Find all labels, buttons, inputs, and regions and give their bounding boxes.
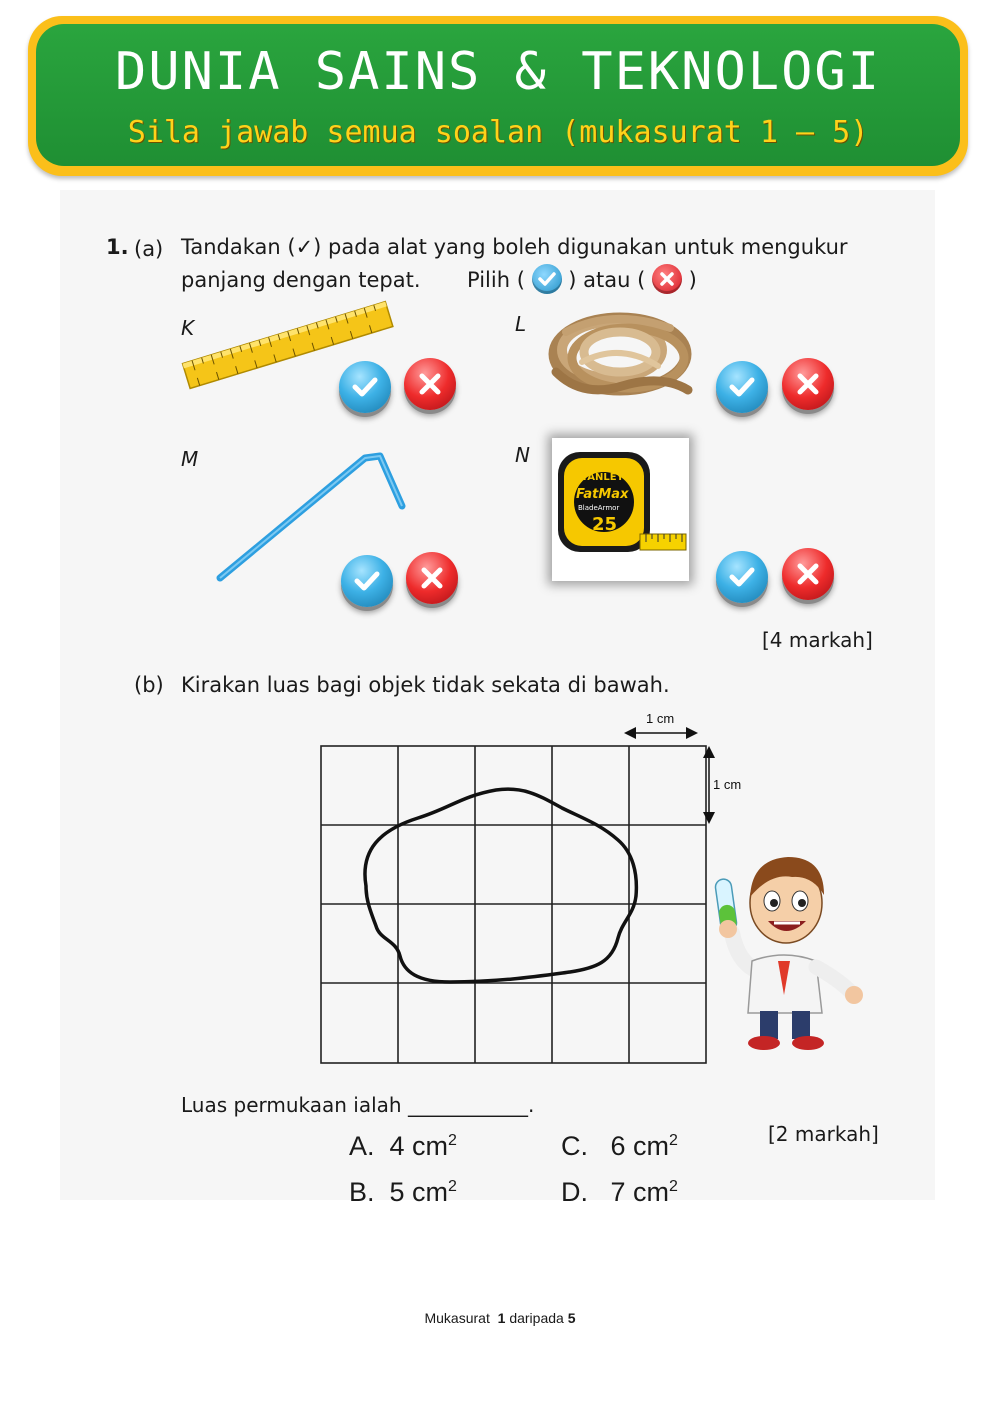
footer-page-number: 1 bbox=[497, 1310, 506, 1326]
cross-icon bbox=[652, 264, 682, 294]
tick-icon bbox=[726, 371, 758, 403]
part-b-text: Kirakan luas bagi objek tidak sekata di bawah. bbox=[181, 673, 670, 697]
irregular-shape bbox=[365, 789, 636, 982]
part-b-marks: [2 markah] bbox=[768, 1122, 879, 1146]
tick-icon bbox=[349, 371, 381, 403]
tick-icon bbox=[351, 565, 383, 597]
footer-middle: daripada bbox=[509, 1310, 564, 1326]
scale-label-vertical: 1 cm bbox=[713, 777, 742, 792]
page-footer bbox=[0, 1310, 1000, 1326]
part-a-line2: panjang dengan tepat. bbox=[181, 268, 421, 292]
item-l-tick-button[interactable] bbox=[716, 361, 768, 413]
option-c[interactable] bbox=[561, 1131, 678, 1162]
option-b-letter: B. bbox=[349, 1177, 375, 1207]
cross-icon bbox=[416, 562, 448, 594]
option-b[interactable] bbox=[349, 1177, 457, 1208]
tape-brand: STANLEY bbox=[574, 472, 624, 483]
tape-size: 25 bbox=[592, 514, 618, 535]
item-n-tick-button[interactable] bbox=[716, 551, 768, 603]
item-l-cross-button[interactable] bbox=[782, 358, 834, 410]
item-k-tick-button[interactable] bbox=[339, 361, 391, 413]
option-a-exponent: 2 bbox=[448, 1132, 457, 1149]
option-d-value: 7 cm bbox=[610, 1177, 670, 1207]
part-a-marks: [4 markah] bbox=[762, 628, 873, 652]
scale-label-horizontal: 1 cm bbox=[646, 711, 675, 726]
part-b-label: (b) bbox=[134, 673, 164, 697]
measuring-tape-frame bbox=[552, 438, 689, 581]
header-banner bbox=[28, 16, 968, 176]
pick-middle: ) atau ( bbox=[568, 268, 646, 292]
pick-instruction bbox=[467, 266, 697, 296]
header-banner-inner bbox=[36, 24, 960, 166]
cross-icon bbox=[792, 558, 824, 590]
area-grid-figure bbox=[300, 700, 760, 1075]
item-label-l: L bbox=[515, 312, 527, 336]
item-m-tick-button[interactable] bbox=[341, 555, 393, 607]
option-b-exponent: 2 bbox=[448, 1178, 457, 1195]
option-c-letter: C. bbox=[561, 1131, 588, 1161]
cross-icon bbox=[414, 368, 446, 400]
question-number: 1. bbox=[106, 235, 129, 259]
option-d-exponent: 2 bbox=[669, 1178, 678, 1195]
item-label-n: N bbox=[515, 443, 530, 467]
tape-model: FatMax bbox=[576, 487, 629, 502]
item-n-cross-button[interactable] bbox=[782, 548, 834, 600]
item-label-m: M bbox=[181, 447, 199, 471]
option-c-value: 6 cm bbox=[610, 1131, 670, 1161]
part-a-line1: Tandakan (✓) pada alat yang boleh digunakan untuk mengukur bbox=[181, 235, 848, 259]
page-subtitle: Sila jawab semua soalan (mukasurat 1 – 5) bbox=[127, 115, 869, 150]
item-k-cross-button[interactable] bbox=[404, 358, 456, 410]
answer-prompt: Luas permukaan ialah ____________. bbox=[181, 1093, 535, 1117]
option-a[interactable] bbox=[349, 1131, 457, 1162]
option-b-value: 5 cm bbox=[389, 1177, 449, 1207]
option-d[interactable] bbox=[561, 1177, 678, 1208]
item-m-cross-button[interactable] bbox=[406, 552, 458, 604]
item-label-k: K bbox=[181, 316, 195, 340]
tick-icon bbox=[726, 561, 758, 593]
footer-prefix: Mukasurat bbox=[424, 1310, 490, 1326]
tick-icon bbox=[532, 264, 562, 294]
option-d-letter: D. bbox=[561, 1177, 588, 1207]
pick-prefix: Pilih ( bbox=[467, 268, 525, 292]
option-a-letter: A. bbox=[349, 1131, 375, 1161]
scientist-boy-illustration bbox=[712, 845, 864, 1057]
grid-lines bbox=[321, 746, 706, 1063]
page-title: DUNIA SAINS & TEKNOLOGI bbox=[114, 42, 882, 102]
measuring-tape-image bbox=[552, 438, 689, 581]
pick-suffix: ) bbox=[688, 268, 697, 292]
footer-total-pages: 5 bbox=[567, 1310, 576, 1326]
tape-sub: BladeArmor bbox=[578, 504, 620, 512]
cross-icon bbox=[792, 368, 824, 400]
option-c-exponent: 2 bbox=[669, 1132, 678, 1149]
rope-image bbox=[542, 302, 698, 402]
part-a-label: (a) bbox=[134, 237, 164, 261]
option-a-value: 4 cm bbox=[389, 1131, 449, 1161]
